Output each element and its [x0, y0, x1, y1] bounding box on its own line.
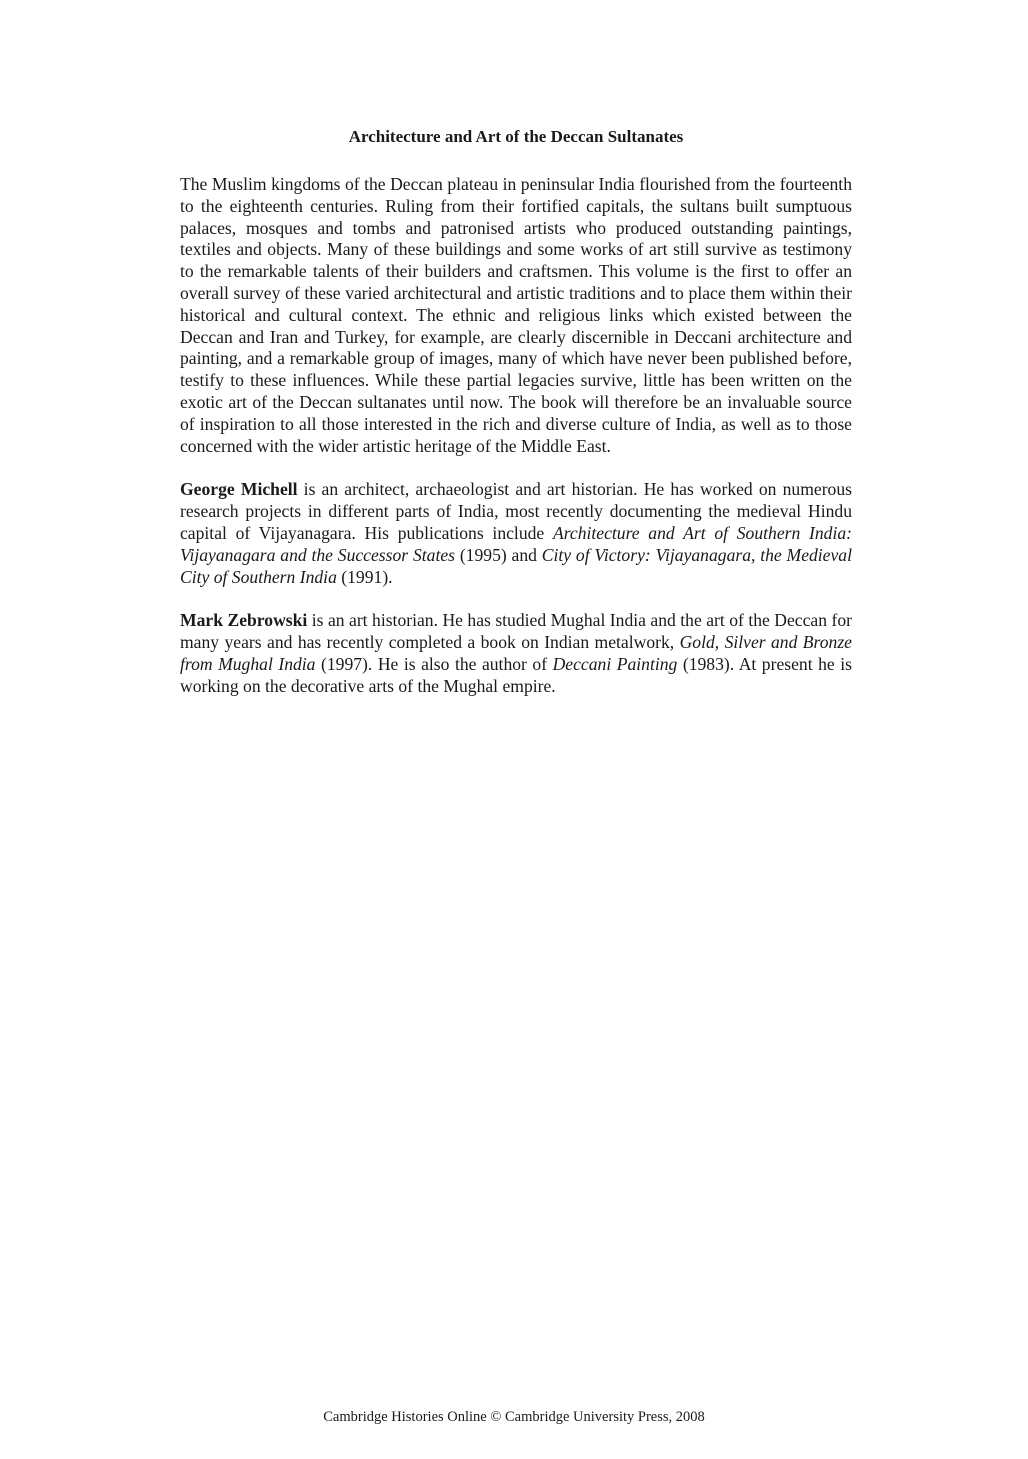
bio-text: (1997). He is also the author of — [315, 653, 553, 674]
bio-text: (1991). — [336, 566, 393, 587]
book-title: Deccani Painting — [552, 653, 678, 674]
book-title: Gold, Silver and Bronze from Mughal India — [180, 632, 852, 674]
book-title: Architecture and Art of Southern India: Vijayanagara and the Successor States — [180, 522, 852, 565]
bio-text: (1983). At present he is working on the decorative arts of the Mughal empire. — [180, 653, 852, 696]
author-name: Mark Zebrowski — [180, 610, 308, 631]
author-bio-george-michell — [180, 479, 852, 588]
book-description: The Muslim kingdoms of the Deccan plateau in peninsular India flourished from the fourteenth to the eighteenth centuries. Ruling from their fortified capitals, the sultans built sumptuous palaces, mosques and tombs and patronised artists who produced outstanding paintings, textiles and objects. Many of these buildings and some works of art still survive as testimony to the remarkable talents of their builders and craftsmen. This volume is the first to offer an overall survey of these varied architectural and artistic traditions and to place them within their historical and cultural context. The ethnic and religious links which existed between the Deccan and Iran and Turkey, for example, are clearly discernible in Deccani architecture and painting, and a remarkable group of images, many of which have never been published before, testify to these influences. While these partial legacies survive, little has been written on the exotic art of the Deccan sultanates until now. The book will therefore be an invaluable source of inspiration to all those interested in the rich and diverse culture of India, as well as to those concerned with the wider artistic heritage of the Middle East. — [180, 174, 852, 456]
bio-text: is an art historian. He has studied Mughal India and the art of the Deccan for many years and has recently completed a book on Indian metalwork, — [180, 610, 852, 653]
copyright-footer: Cambridge Histories Online © Cambridge University Press, 2008 — [323, 1409, 705, 1425]
book-title: City of Victory: Vijayanagara, the Medieval City of Southern India — [180, 544, 852, 587]
page-title: Architecture and Art of the Deccan Sultanates — [348, 127, 684, 146]
author-bio-mark-zebrowski — [180, 610, 852, 697]
bio-text: (1995) and — [455, 544, 542, 565]
author-name: George Michell — [180, 479, 298, 500]
bio-text: is an architect, archaeologist and art historian. He has worked on numerous research projects in different parts of India, most recently documenting the medieval Hindu capital of Vijayanagara. His publications include — [180, 479, 852, 543]
document-page — [180, 126, 852, 720]
